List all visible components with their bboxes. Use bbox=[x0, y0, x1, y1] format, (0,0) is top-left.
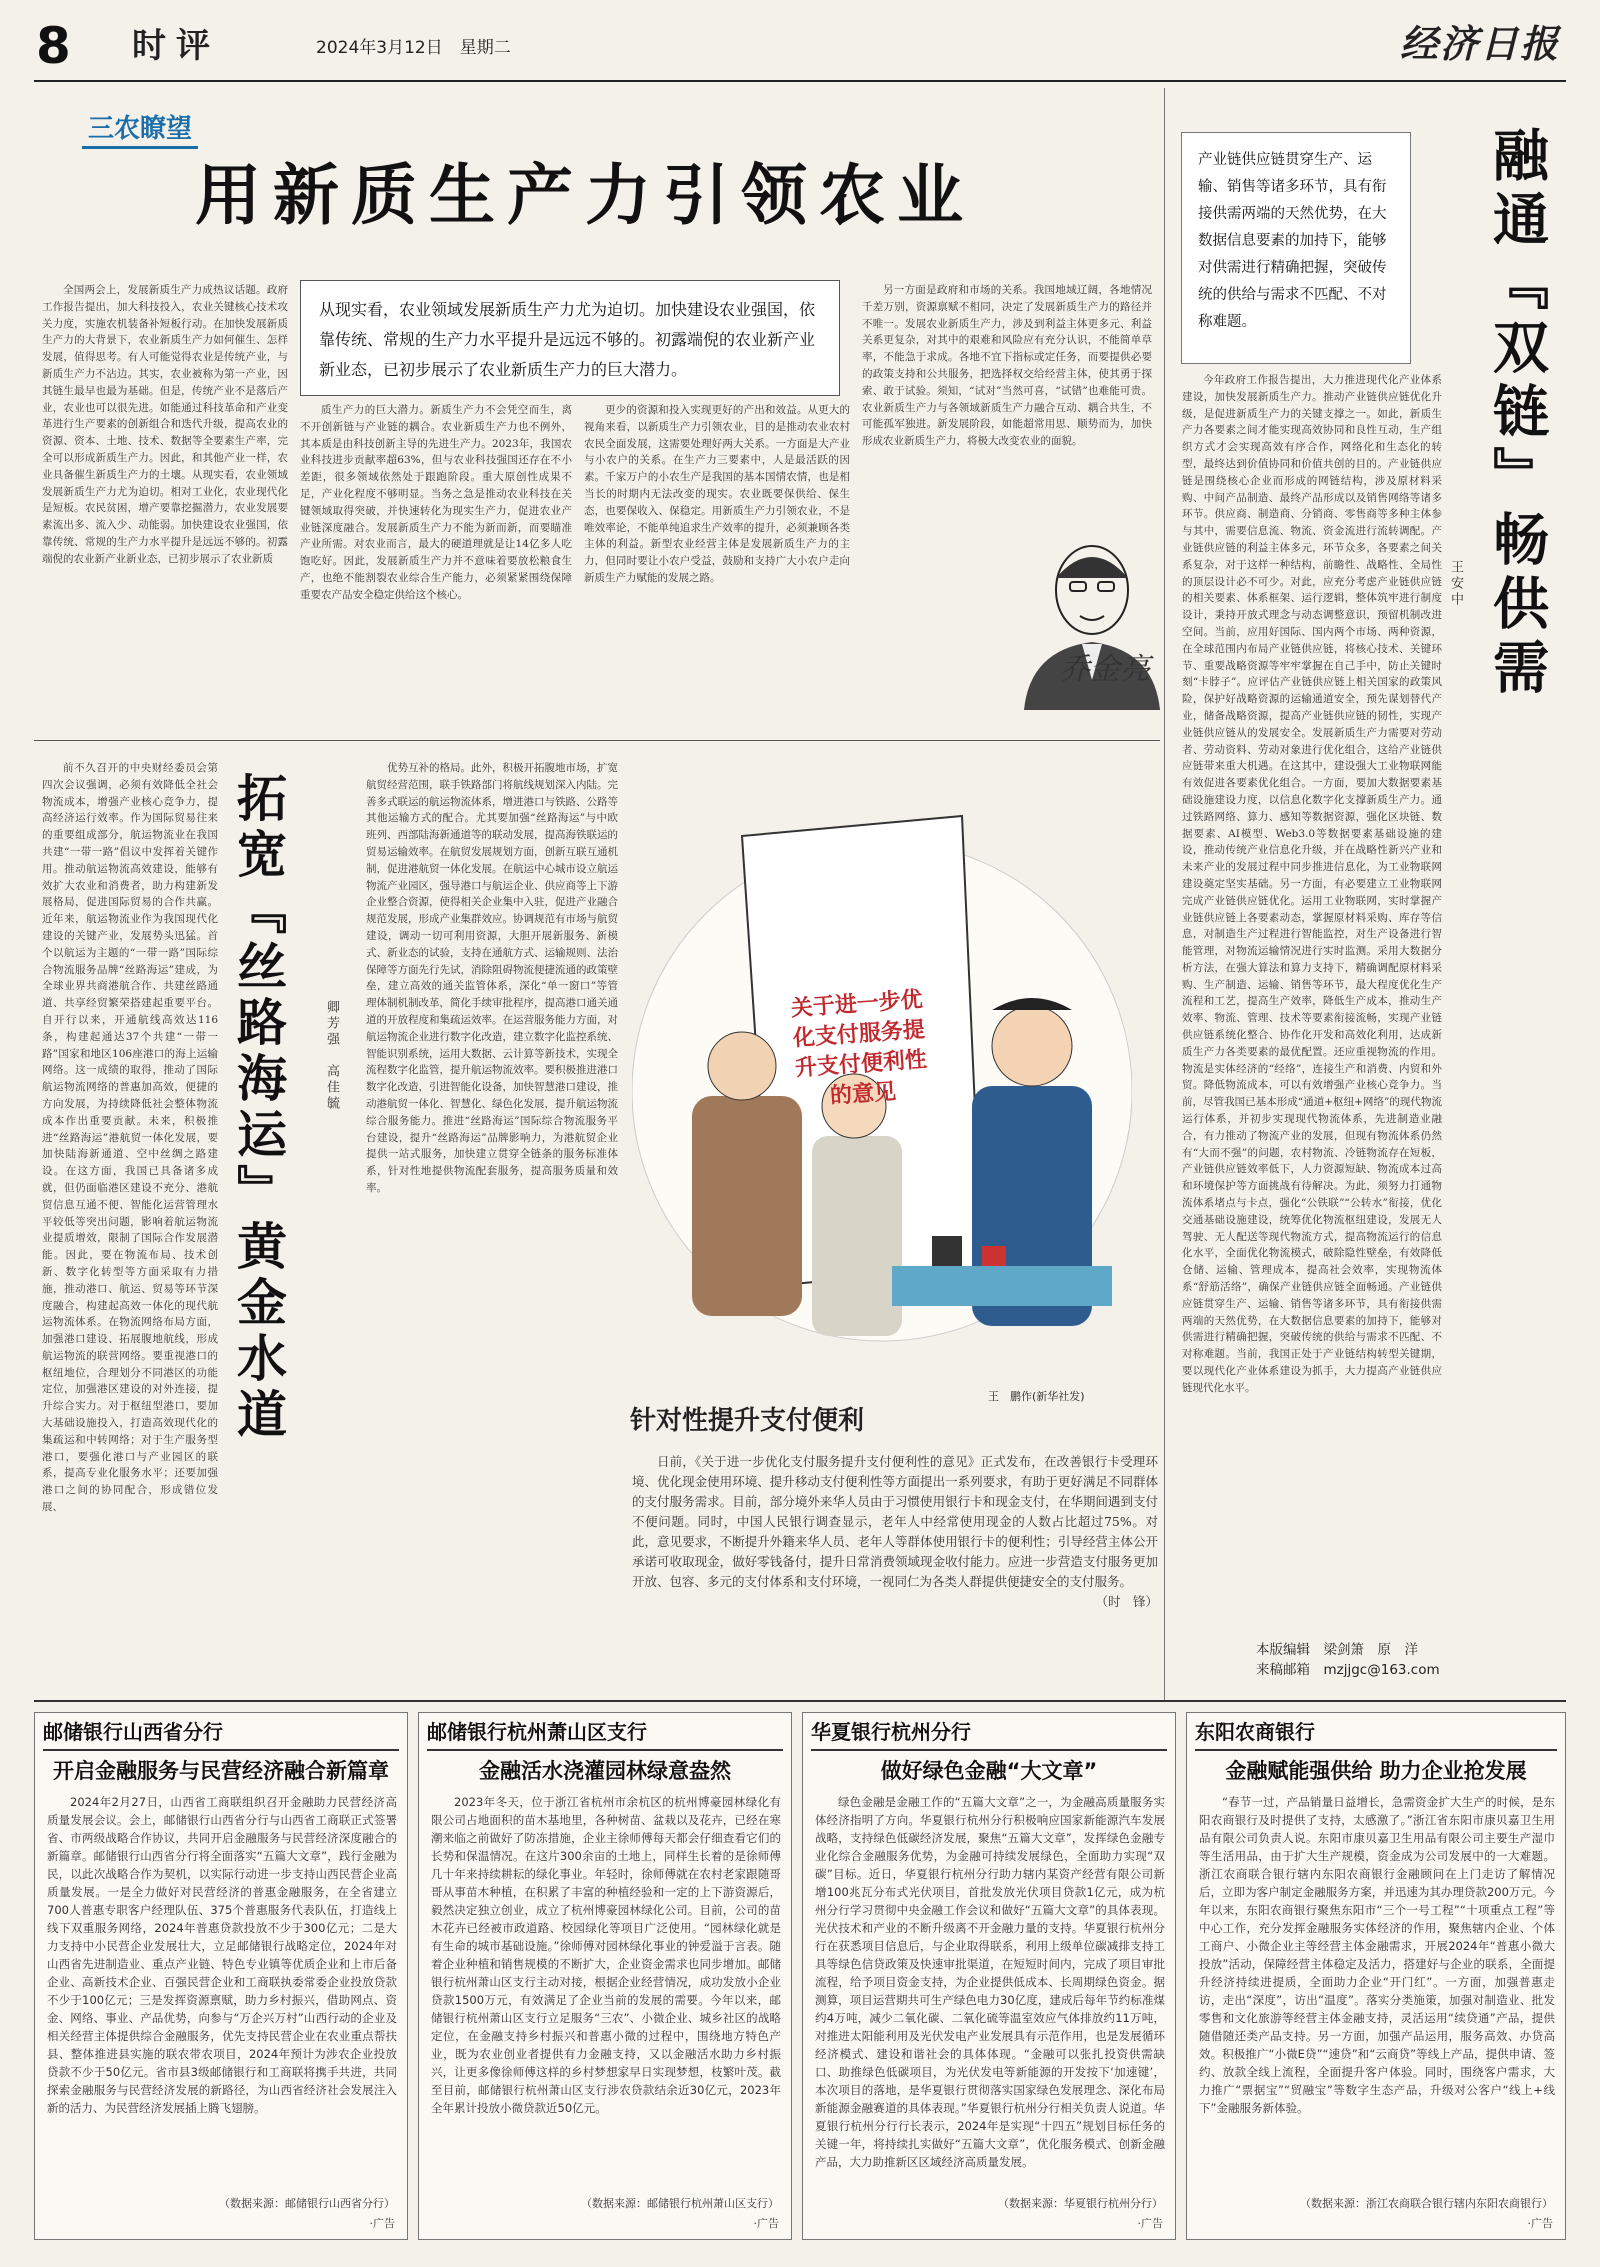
main-col-1: 全国两会上，发展新质生产力成热议话题。政府工作报告提出，加大科技投入，农业关键核心技术攻关力度，实施农机装备补短板行动。在加快发展新质生产力的大背景下，农业新质生产力如何催生、怎样发展，值得思考。有人可能觉得农业是传统产业，与新质生产力不沾边。其实，农业被称为第一产业，因其链生最早也最为基础。但是，传统产业不是落后产业，农业也可以很先进。如能通过科技革命和产业变革进行生产要素的创新组合和迭代升级，提高农业的资源、资本、土地、技术、数据等全要素生产率，完全可以形成新质生产力。因此，和其他产业一样，农业具备催生新质生产力的土壤。从现实看，农业领域发展新质生产力尤为迫切。相对工业化，农业现代化是短板。农民贫困，增产要靠挖掘潜力，农业发展要素流出多、流入少、动能弱。加快建设农业强国，依靠传统、常规的生产力水平提升是远远不够的。初露端倪的农业新产业新业态，已初步展示了农业新质 bbox=[42, 284, 288, 565]
main-deck: 从现实看，农业领域发展新质生产力尤为迫切。加快建设农业强国，依靠传统、常规的生产力水平提升是远远不够的。初露端倪的农业新产业新业态，已初步展示了农业新质生产力的巨大潜力。 bbox=[300, 280, 840, 396]
ad-title: 做好绿色金融“大文章” bbox=[880, 1759, 1098, 1783]
ad-block bbox=[418, 1712, 792, 2240]
right-body: 今年政府工作报告提出，大力推进现代化产业体系建设，加快发展新质生产力。推动产业链供应链优化升级，是促进新质生产力的关键支撑之一。如此，新质生产力各要素之间才能实现高效协同和良性互动，生产组织方式才会实现高效有序合作，网络化和生态化的转型，最终达到价值协同和价值共创的目的。产业链供应链是围绕核心企业而形成的网链结构，涉及原材料采购、中间产品制造、最终产品形成以及销售网络等诸多环节。供应商、制造商、分销商、零售商等多种主体参与其中，需要信息流、物流、资金流进行流转调配。产业链供应链的利益主体多元，环节众多，各要素之间关系复杂，对于这样一种结构，前瞻性、战略性、全局性的顶层设计必不可少。对此，应充分考虑产业链供应链的相关要素、体系框架、运行逻辑，整体筑牢进行制度设计，秉持开放式理念与动态调整意识，预留机制改进空间。当前，应用好国际、国内两个市场、两种资源，在全球范围内布局产业链供应链，将核心技术、关键环节、重要战略资源等牢牢掌握在自己手中，防止关键时刻“卡脖子”。应评估产业链供应链上相关国家的政策风险，保护好战略资源的运输通道安全，预先谋划替代产业，储备战略资源，提高产业链供应链的韧性，实现产业链供应链从的发展安全。发展新质生产力需要对劳动者、劳动资料、劳动对象进行优化组合，这给产业链供应链带来重大机遇。在这其中，建设强大工业物联网能有效促进各要素优化组合。一方面，要加大数据要素基础设施建设力度，以信息化数字化支撑新质生产力。通过铁路网络、算力、感知等数据资源，强化区块链、数据要素、AI模型、Web3.0等数据要素基础设施的建设，推动传统产业信息化升级，并在战略性新兴产业和未来产业的发展过程中同步推进信息化，为工业物联网建设奠定坚实基础。另一方面，有必要建立工业物联网完成产业链供应链优化。运用工业物联网，实时掌握产业链供应链上各要素动态，掌握原材料采购、库存等信息，对制造生产过程进行智能监控，对生产设备进行智能管理，对物流运输情况进行实时监测。采用大数据分析方法，在强大算法和算力支持下，精确调配原材料采购、生产制造、运输、销售等环节，最大程度优化生产流程和工艺，提高生产效率，降低生产成本，推动生产效率、物流、管理、技术等要素衔接流畅，实现产业链供应链系统化整合、协作化开发和高效化利用，达成新质生产力各类要素的最优配置。还应重视物流的作用。物流是实体经济的“经络”，连接生产和消费、内贸和外贸。降低物流成本，可以有效增强产业核心竞争力。当前，尽管我国已基本形成“通道+枢纽+网络”的现代物流运行体系，并初步实现现代物流体系，先进制造业融合，有力推动了物流产业的发展，但现有物流体系仍然有“大而不强”的问题，农村物流、冷链物流存在短板，产业链供应链效率低下，人力资源短缺、物流成本过高和环境保护等方面挑战有待解决。为此，须努力打通物流体系堵点与卡点，强化“公铁联”“公转水”衔接，优化交通基础设施建设，统筹优化物流枢纽建设，发展无人驾驶、无人配送等现代物流方式，提高物流运行的信息化水平，全面优化物流模式，破除隐性壁垒，有效降低仓储、运输、管理成本，提高社会效率，实现物流体系“舒筋活络”，确保产业链供应链全面畅通。产业链供应链贯穿生产、运输、销售等诸多环节，具有衔接供需两端的天然优势，在大数据信息要素的加持下，能够对供需进行精确把握，突破传统的供给与需求不匹配、不对称难题。当前，我国正处于产业链结构转型关键期，要以现代化产业体系建设为抓手，大力提高产业链供应链现代化水平。 bbox=[1182, 374, 1442, 1394]
right-author: 王安中 bbox=[1448, 560, 1463, 608]
page-number: 8 bbox=[36, 17, 71, 75]
mid-rule bbox=[34, 740, 1160, 741]
ad-body: 2023年冬天，位于浙江省杭州市余杭区的杭州博豪园林绿化有限公司占地面积的苗木基地里，各种树苗、盆栽以及花卉，已经在寒潮来临之前做好了防冻措施，企业主徐师傅每天都会仔细查看它们的长势和保温情况。在这片300余亩的土地上，同样生长着的是徐师傅几十年来持续耕耘的绿化事业。年轻时，徐师傅就在农村老家跟随哥哥从事苗木种植，在积累了丰富的种植经验和一定的上下游资源后，毅然决定独立创业，成立了杭州博豪园林绿化公司。目前，公司的苗木花卉已经被市政道路、校园绿化等项目广泛使用。“园林绿化就是有生命的城市基础设施。”徐师傅对园林绿化事业的钟爱溢于言表。随着企业种植和销售规模的不断扩大，企业资金需求也同步增加。邮储银行杭州萧山区支行主动对接，根据企业经营情况，成功发放小企业贷款1500万元，有效满足了企业当前的发展的需要。今年以来，邮储银行杭州萧山区支行立足服务“三农”、小微企业、城乡社区的战略定位，在金融支持乡村振兴和普惠小微的过程中，围绕地方特色产业，既为农业创业者提供有力金融支持，又以金融活水助力乡村振兴，让更多像徐师傅这样的乡村梦想家早日实现梦想，枝繁叶茂。截至目前，邮储银行杭州萧山区支行涉农贷款结余近30亿元，2023年全年累计投放小微贷款近50亿元。 bbox=[431, 1795, 781, 2115]
silk-col-2: 优势互补的格局。此外，积极开拓腹地市场，扩宽航贸经营范围，联手铁路部门将航线规划深入内陆。完善多式联运的航运物流体系，增进港口与铁路、公路等其他运输方式的配合。尤其要加强“丝路海运”与中欧班列、西部陆海新通道等的联动发展，提高海铁联运的贸易运输效率。在航贸发展规划方面，创新互联互通机制，促进港航贸一体化发展。在航运中心城市设立航运物流产业园区，强导港口与航运企业、供应商等上下游企业整合资源，使得相关企业集中入驻，促进产业融合规范发展，形成产业集群效应。协调规范有市场与航贸建设，调动一切可利用资源，大胆开展新服务、新模式、新业态的试验，支持在通航方式、运输规则、法治保障等方面先行先试，消除阻碍物流便捷流通的政策壁垒，建立高效的通关监管体系，深化“单一窗口”等管理体制机制改革，简化手续审批程序，提高港口通关通道的开放程度和集疏运效率。在运营服务能力方面，对航运物流企业进行数字化改造，建立数字化监控系统、智能识别系统，运用大数据、云计算等新技术，实现全流程数字化监管，提升航运物流效率。要积极推进港口数字化改造，引进智能化设备，加快智慧港口建设，推动港航贸一体化、智慧化、绿色化发展，提升航运物流综合服务能力。推进“丝路海运”国际综合物流服务平台建设，提升“丝路海运”品牌影响力，为港航贸企业提供一站式服务，加快建立贯穿全链条的服务标准体系，针对性地提供物流配套服务，提高服务质量和效率。 bbox=[366, 762, 618, 1194]
silk-col-1: 前不久召开的中央财经委员会第四次会议强调，必须有效降低全社会物流成本，增强产业核心竞争力，提高经济运行效率。作为国际贸易往来的重要组成部分，航运物流业在我国共建“一带一路”倡议中发挥着关键作用。推动航运物流高效建设，能够有效扩大农业和消费者，助力构建新发展格局，促进国际贸易的合作共赢。近年来，航运物流业作为我国现代化建设的关键产业，发展势头迅猛。首个以航运为主题的“一带一路”国际综合物流服务品牌“丝路海运”建成，为全球业界共商港航合作、共建丝路通道、共享经贸繁荣搭建起重要平台。自开行以来，开通航线高效达116条，构建起通达37个共建“一带一路”国家和地区106座港口的海上运输网络。这一成绩的取得，推动了国际航运物流网络的普惠加高效，便捷的方向发展，为持续降低社会整体物流成本作出重要贡献。未来，积极推进“丝路海运”港航贸一体化发展，要加快陆海新通道、空中丝绸之路建设。在这方面，我国已具备诸多成就，但仍面临港区建设不充分、港航贸信息互通不便、智能化运营管理水平较低等突出问题，影响着航运物流业提质增效，限制了国际合作发展潜能。因此，要在物流布局、技术创新、数字化转型等方面采取有力措施，推动港口、航运、贸易等环节深度融合，构建起高效一体化的现代航运物流体系。在物流网络布局方面，加强港口建设、拓展腹地航线，形成航运物流的联营网络。要重视港口的枢纽地位，合理划分不同港区的功能定位，加强港区建设的对外连接，提升综合实力。对于枢纽型港口，要加大基础设施投入，打造高效现代化的集疏运和中转网络；对于生产服务型港口，要强化港口与产业园区的联系，提高专业化服务水平；还要加强港口之间的协同配合，形成错位发展、 bbox=[42, 762, 218, 1514]
ad-block bbox=[802, 1712, 1176, 2240]
main-headline: 用新质生产力引领农业 bbox=[195, 157, 975, 234]
ad-tag: ·广告 bbox=[1527, 2217, 1553, 2230]
silk-headline: 拓宽『丝路海运』黄金水道 bbox=[229, 772, 287, 1444]
ad-tag: ·广告 bbox=[753, 2217, 779, 2230]
ad-source: （数据来源：邮储银行杭州萧山区支行） bbox=[581, 2197, 779, 2210]
main-col-4: 另一方面是政府和市场的关系。我国地域辽阔，各地情况千差万别，资源禀赋不相同，决定了发展新质生产力的路径并不唯一。发展农业新质生产力，涉及到利益主体更多元、利益关系更复杂，对其中的艰难和风险应有充分认识，不能简单草率，不能急于求成。各地不宜下指标或定任务，而要提供必要的政策支持和公共服务，把选择权交给经营主体，使其勇于探索、敢于试验。须知，“试对”当然可喜，“试错”也难能可贵。农业新质生产力与各领域新质生产力融合互动、耦合共生，不可能孤军独进。新发展阶段，如能超常用思、顺势而为，加快形成农业新质生产力，将极大改变农业的面貌。 bbox=[862, 284, 1152, 448]
ad-title: 金融活水浇灌园林绿意盎然 bbox=[479, 1759, 731, 1783]
main-col-3: 更少的资源和投入实现更好的产出和效益。从更大的视角来看，以新质生产力引领农业，目的是推动农业农村农民全面发展，这需要处理好两大关系。一方面是大产业与小农户的关系。在生产力三要素中，人是最活跃的因素。千家万户的小农生产是我国的基本国情农情，也是相当长的时期内无法改变的现实。农业既要保供给、保生态，也要保收入、保稳定。用新质生产力引领农业，不是唯效率论，不能单纯追求生产效率的提升，必须兼顾各类主体的利益。新型农业经营主体是发展新质生产力的主力，但同时要让小农户受益，鼓励和支持广大小农户走向新质生产力赋能的发展之路。 bbox=[584, 404, 850, 584]
header-rule bbox=[34, 80, 1566, 82]
ad-source: （数据来源：邮储银行山西省分行） bbox=[219, 2197, 395, 2210]
ad-block bbox=[34, 1712, 408, 2240]
right-column-rule bbox=[1164, 88, 1165, 1702]
right-headline: 融通『双链』畅供需 bbox=[1484, 126, 1549, 702]
ad-body: “春节一过，产品销量日益增长，急需资金扩大生产的时候，是东阳农商银行及时提供了支持，太感激了。”浙江省东阳市康贝嘉卫生用品有限公司负责人说。东阳市康贝嘉卫生用品有限公司主要生产湿巾等生活用品，由于扩大生产规模，资金成为公司发展中的一大难题。浙江农商联合银行辖内东阳农商银行金融顾问在上门走访了解情况后，立即为客户制定金融服务方案，并迅速为其办理贷款200万元。今年以来，东阳农商银行聚焦东阳市“三个一号工程”“十项重点工程”等中心工作，充分发挥金融服务实体经济的作用，聚焦辖内企业、个体工商户、小微企业主等经营主体金融需求，开展2024年“普惠小微大投放”活动，保障经营主体稳定及活力，搭建好与企业的联系，全面提升经济持续进提质，全面助力企业“开门红”。一方面，加强普惠走访，走出“深度”，访出“温度”。落实分类施策，加强对制造业、批发零售和文化旅游等经营主体金融支持，灵活运用“续贷通”产品，提供随借随还类产品支持。另一方面，加强产品运用，服务高效、办贷高效。积极推广“小微E贷”“速贷”和“云商贷”等线上产品，提供申请、签约、放款全线上流程，全面提升客户体验。同时，围绕客户需求，大力推广“票据宝”“贸融宝”等数字生态产品，升级对公客户“线上+线下”金融服务新体验。 bbox=[1199, 1795, 1555, 2115]
ad-source: （数据来源：浙江农商联合银行辖内东阳农商银行） bbox=[1300, 2197, 1553, 2210]
ad-title: 金融赋能强供给 助力企业抢发展 bbox=[1225, 1759, 1527, 1783]
cartoon-document-text: 关于进一步优化支付服务提升支付便利性的意见 bbox=[790, 987, 928, 1110]
email-line: 来稿邮箱 mzjjgc@163.com bbox=[1256, 1662, 1440, 1678]
masthead-logo: 经济日报 bbox=[1399, 21, 1560, 66]
cartoon-credit: 王 鹏作(新华社发) bbox=[988, 1390, 1085, 1403]
cartoon-signature: （时 锋） bbox=[1095, 1594, 1158, 1609]
cartoon-title: 针对性提升支付便利 bbox=[630, 1406, 865, 1436]
ad-bank-name: 华夏银行杭州分行 bbox=[811, 1720, 971, 1744]
issue-date: 2024年3月12日 星期二 bbox=[316, 38, 511, 58]
column-kicker: 三农瞭望 bbox=[82, 112, 198, 149]
section-name: 时评 bbox=[132, 26, 220, 66]
editors-line: 本版编辑 梁剑箫 原 洋 bbox=[1256, 1642, 1418, 1658]
right-sidebox: 产业链供应链贯穿生产、运输、销售等诸多环节，具有衔接供需两端的天然优势，在大数据信息要素的加持下，能够对供需进行精确把握，突破传统的供给与需求不匹配、不对称难题。 bbox=[1181, 132, 1411, 364]
cartoon-body: 日前，《关于进一步优化支付服务提升支付便利性的意见》正式发布，在改善银行卡受理环境、优化现金使用环境、提升移动支付便利性等方面提出一系列要求，有助于更好满足不同群体的支付服务需求。目前，部分境外来华人员由于习惯使用银行卡和现金支付，在华期间遇到支付不便问题。同时，中国人民银行调查显示，老年人中经常使用现金的人数占比超过75%。对此，意见要求，不断提升外籍来华人员、老年人等群体使用银行卡的便利性；引导经营主体公开承诺可收取现金，做好零钱备付，提升日常消费领域现金收付能力。应进一步营造支付服务更加开放、包容、多元的支付体系和支付环境，一视同仁为各类人群提供便捷安全的支付服务。 （时 锋） bbox=[632, 1452, 1158, 1642]
silk-author: 卿芳强 高佳毓 bbox=[324, 1000, 339, 1112]
ad-bank-name: 邮储银行山西省分行 bbox=[43, 1720, 223, 1744]
ad-bank-name: 邮储银行杭州萧山区支行 bbox=[427, 1720, 647, 1744]
ad-block bbox=[1186, 1712, 1566, 2240]
main-col-2: 质生产力的巨大潜力。新质生产力不会凭空而生，离不开创新链与产业链的耦合。农业新质生产力也不例外，其本质是由科技创新主导的先进生产力。2023年，我国农业科技进步贡献率超63%，但与农业科技强国还存在不小差距，很多领域依然处于跟跑阶段。重大原创性成果不足，产业化程度不够明显。当务之急是推动农业科技在关键领域取得突破，并快速转化为现实生产力，促进农业产业链深度融合。发展新质生产力不能为新而新，而要瞄准产业所需。对农业而言，最大的硬道理就是让14亿多人吃饱吃好。因此，发展新质生产力并不意味着要放松粮食生产，也绝不能割裂农业综合生产能力，必须紧紧围绕保障重要农产品安全稳定供给这个核心。 bbox=[300, 404, 572, 601]
editors-box bbox=[1256, 1640, 1440, 1680]
ad-tag: ·广告 bbox=[1137, 2217, 1163, 2230]
ad-title: 开启金融服务与民营经济融合新篇章 bbox=[53, 1759, 389, 1783]
author-signature: 乔金亮 bbox=[1060, 652, 1150, 687]
ads-rule bbox=[34, 1700, 1566, 1702]
ad-body: 2024年2月27日，山西省工商联组织召开金融助力民营经济高质量发展会议。会上，邮储银行山西省分行与山西省工商联正式签署省、市两级战略合作协议，共同开启金融服务与民营经济深度融合的新篇章。邮储银行山西省分行将全面落实“五篇大文章”，践行金融为民，以此次战略合作为契机，以实际行动进一步支持山西民营企业高质量发展。一是全力做好对民营经济的普惠金融服务，在全省建立700人普惠专职客户经理队伍、375个普惠服务代表队伍，打造线上线下双重服务网络，2024年普惠贷款投放不少于300亿元；二是大力支持中小民营企业发展壮大，立足邮储银行战略定位，2024年对山西省先进制造业、重点产业链、特色专业镇等优质企业和上市后备企业、高新技术企业、百强民营企业和工商联执委常委企业投放贷款不少于100亿元；三是发挥资源禀赋，助力乡村振兴，借助网点、资金、网络、事业、产品优势，向参与“万企兴万村”山西行动的企业及相关经营主体提供综合金融服务，优先支持民营企业在农业重点帮扶县、整体推进县实施的联农带农项目，2024年预计为涉农企业投放贷款不少于50亿元。省市县3级邮储银行和工商联将携手共进，共同探索金融服务与民营经济发展的新路径，为山西省经济社会发展注入新的活力、为民营经济发展插上腾飞翅膀。 bbox=[47, 1795, 397, 2115]
ad-source: （数据来源：华夏银行杭州分行） bbox=[998, 2197, 1163, 2210]
ad-bank-name: 东阳农商银行 bbox=[1195, 1720, 1315, 1744]
ad-body: 绿色金融是金融工作的“五篇大文章”之一，为金融高质量服务实体经济指明了方向。华夏银行杭州分行积极响应国家新能源汽车发展战略，支持绿色低碳经济发展，聚焦“五篇大文章”，发挥绿色金融专业化综合金融服务优势，为金融可持续发展绿色，全面助力实现“双碳”目标。近日，华夏银行杭州分行助力辖内某资产经营有限公司新增100兆瓦分布式光伏项目，首批发放光伏项目贷款1亿元，成为杭州分行学习贯彻中央金融工作会议和做好“五篇大文章”的具体表现。光伏技术和产业的不断升级离不开金融力量的支持。华夏银行杭州分行在获悉项目信息后，与企业取得联系，利用上级单位碳减排支持工具等绿色信贷政策及快速审批渠道，在短短时间内，完成了项目审批流程，给予项目资金支持，为企业提供低成本、长周期绿色资金。据测算，项目运营期共可生产绿色电力30亿度，建成后每年节约标准煤约4万吨，减少二氧化碳、二氧化硫等温室效应气体排放约11万吨，对推进太阳能利用及光伏发电产业发展具有示范作用，也是发展循环经济模式、建设和谐社会的具体体现。“金融可以张扎投资供需缺口、助推绿色低碳项目，为光伏发电等新能源的开发按下‘加速键’，本次项目的落地，是华夏银行贯彻落实国家绿色发展理念、深化布局新能源金融赛道的具体表现。”华夏银行杭州分行相关负责人说道。华夏银行杭州分行行长表示，2024年是实现“十四五”规划目标任务的关键一年，将持续扎实做好“五篇大文章”，优化服务模式、创新金融产品，大力助推新区区域经济高质量发展。 bbox=[815, 1795, 1165, 2169]
ad-tag: ·广告 bbox=[369, 2217, 395, 2230]
